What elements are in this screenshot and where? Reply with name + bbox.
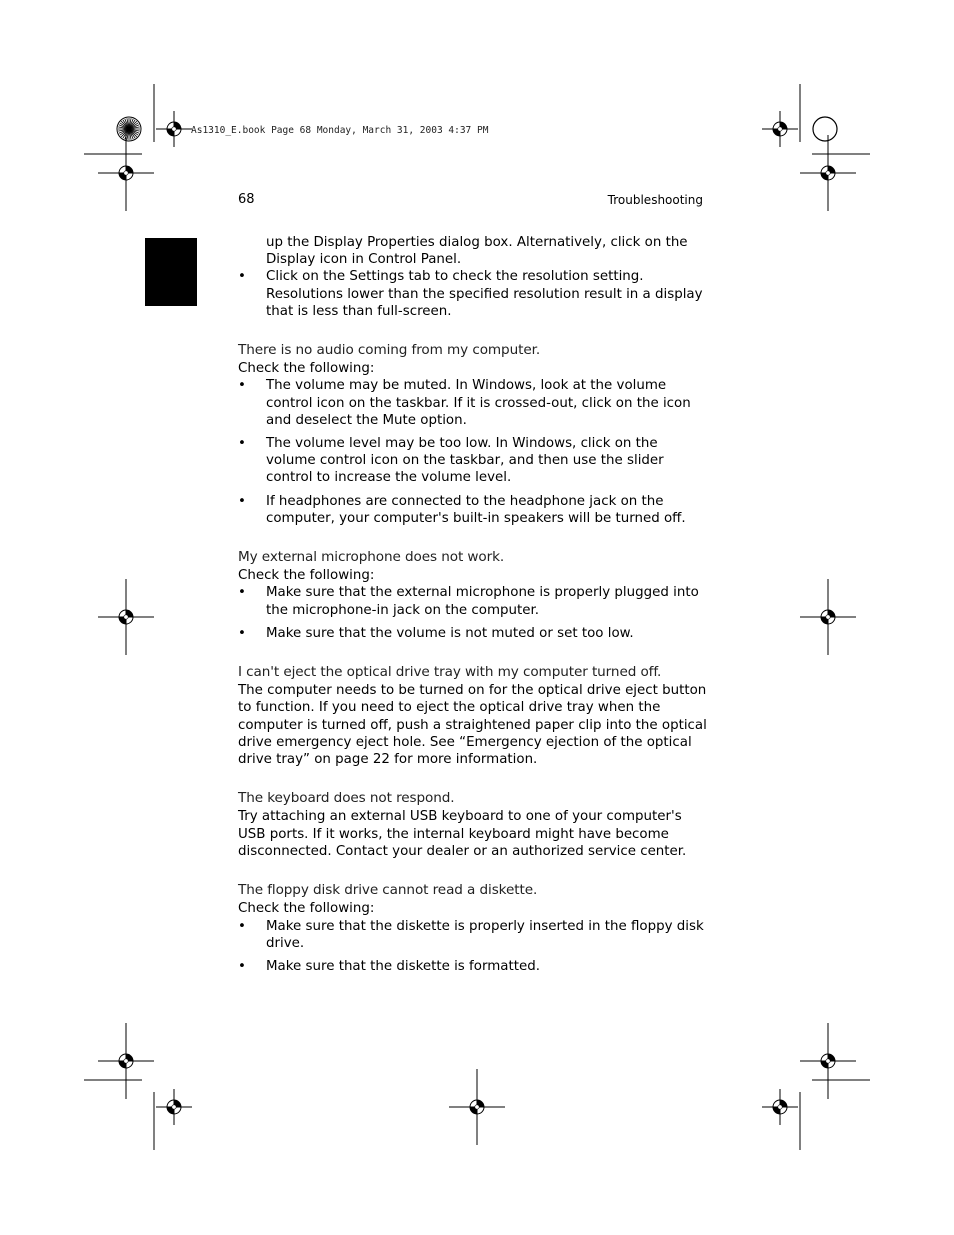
registration-mark-icon bbox=[762, 111, 798, 147]
bullet-icon: • bbox=[238, 493, 246, 509]
list-item bbox=[238, 268, 708, 320]
section-paragraph: Try attaching an external USB keyboard to one of your computer's USB ports. If it works, the internal keyboard might have become disconnected. Contact your dealer or an authorized service center. bbox=[238, 809, 687, 859]
registration-mark-icon bbox=[156, 1089, 192, 1125]
section-heading: I can't eject the optical drive tray with my computer turned off. bbox=[238, 664, 662, 681]
bullet-icon: • bbox=[238, 436, 246, 452]
section-heading: My external microphone does not work. bbox=[238, 549, 505, 566]
page-number: 68 bbox=[238, 192, 255, 207]
list-item bbox=[238, 377, 708, 429]
list-item-text: Make sure that the diskette is properly inserted in the floppy disk drive. bbox=[266, 918, 704, 951]
list-item-text: Make sure that the volume is not muted or set too low. bbox=[266, 625, 634, 641]
bullet-icon: • bbox=[238, 958, 246, 974]
list-item bbox=[238, 958, 708, 975]
list-item-text: The volume may be muted. In Windows, look at the volume control icon on the taskbar. If it is crossed-out, click on the icon and deselect the Mute option. bbox=[266, 378, 691, 428]
registration-mark-icon bbox=[98, 135, 154, 211]
registration-mark-icon bbox=[800, 135, 856, 211]
registration-mark-icon bbox=[98, 1023, 154, 1099]
thumb-tab bbox=[145, 238, 197, 306]
bullet-icon: • bbox=[238, 378, 246, 394]
starburst-icon bbox=[117, 117, 141, 141]
list-item bbox=[238, 584, 708, 618]
registration-mark-icon bbox=[762, 1089, 798, 1125]
running-header: Troubleshooting bbox=[607, 193, 703, 207]
print-slug: As1310_E.book Page 68 Monday, March 31, 2003 4:37 PM bbox=[191, 125, 489, 136]
registration-mark-icon bbox=[800, 579, 856, 655]
registration-mark-icon bbox=[449, 1069, 505, 1145]
section-heading: There is no audio coming from my computer. bbox=[238, 342, 541, 359]
list-item-text: The volume level may be too low. In Windows, click on the volume control icon on the taskbar, and then use the slider control to increase the volume level. bbox=[266, 436, 664, 486]
page-body bbox=[238, 234, 708, 981]
list-item-text: If headphones are connected to the headphone jack on the computer, your computer's built-in speakers will be turned off. bbox=[266, 493, 686, 526]
list-item-text: Make sure that the external microphone is properly plugged into the microphone-in jack on the computer. bbox=[266, 585, 699, 618]
list-item bbox=[238, 625, 708, 642]
section-heading: The keyboard does not respond. bbox=[238, 790, 455, 807]
continuation-text: up the Display Properties dialog box. Alternatively, click on the Display icon in Control Panel. bbox=[266, 235, 688, 268]
section-intro: Check the following: bbox=[238, 361, 375, 377]
bullet-icon: • bbox=[238, 625, 246, 641]
list-item bbox=[238, 918, 708, 952]
bullet-icon: • bbox=[238, 918, 246, 934]
list-item-text: Click on the Settings tab to check the resolution setting. Resolutions lower than the specified resolution result in a display that is less than full-screen. bbox=[266, 269, 703, 319]
section-paragraph: The computer needs to be turned on for the optical drive eject button to function. If you need to eject the optical drive tray when the computer is turned off, push a straightened paper clip into the optical drive emergency eject hole. See “Emergency ejection of the optical drive tray” on page 22 for more information. bbox=[238, 683, 707, 768]
registration-mark-icon bbox=[156, 111, 192, 147]
list-item-text: Make sure that the diskette is formatted. bbox=[266, 958, 540, 974]
registration-circle-icon bbox=[813, 117, 837, 141]
registration-mark-icon bbox=[800, 1023, 856, 1099]
section-intro: Check the following: bbox=[238, 568, 375, 584]
section-heading: The floppy disk drive cannot read a diskette. bbox=[238, 882, 538, 899]
bullet-icon: • bbox=[238, 269, 246, 285]
bullet-icon: • bbox=[238, 585, 246, 601]
registration-mark-icon bbox=[98, 579, 154, 655]
section-intro: Check the following: bbox=[238, 901, 375, 917]
list-item bbox=[238, 493, 708, 527]
list-item bbox=[238, 435, 708, 487]
